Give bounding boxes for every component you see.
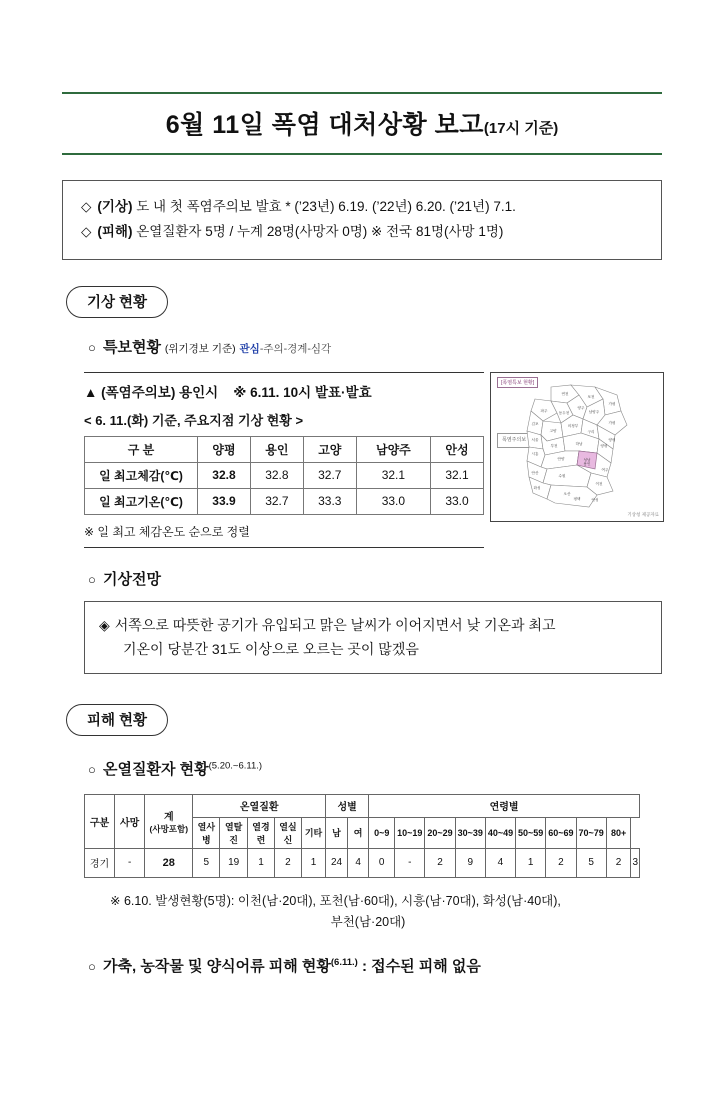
livestock-damage-title: 가축, 농작물 및 양식어류 피해 현황 — [103, 958, 331, 976]
diamond-marker-icon: ◇ — [81, 223, 92, 239]
heat-illness-period: (5.20.~6.11.) — [208, 760, 263, 772]
svg-text:화성: 화성 — [533, 485, 541, 490]
col-header-age-30-39: 30~39 — [455, 817, 485, 848]
svg-text:양평: 양평 — [600, 443, 608, 448]
col-header-anseong: 안성 — [431, 436, 484, 462]
forecast-box — [84, 601, 662, 674]
cell-death: - — [115, 848, 145, 877]
cell-max-feels-anseong: 32.1 — [431, 462, 484, 488]
cell-age-10-19: - — [395, 848, 425, 877]
col-header-namyangju: 남양주 — [356, 436, 430, 462]
col-header-age-20-29: 20~29 — [425, 817, 455, 848]
cell-max-feels-goyang: 32.7 — [303, 462, 356, 488]
col-header-illness-group: 온열질환 — [193, 794, 326, 817]
svg-text:서울: 서울 — [531, 437, 539, 442]
cell-max-temp-yangpyeong: 33.9 — [198, 488, 251, 514]
circle-marker-icon: ○ — [88, 339, 96, 355]
svg-text:시흥: 시흥 — [531, 451, 539, 456]
heat-advisory-map — [490, 372, 664, 522]
cell-region: 경기 — [85, 848, 115, 877]
weather-table — [84, 436, 484, 515]
cell-max-temp-goyang: 33.3 — [303, 488, 356, 514]
heat-illness-table — [84, 794, 640, 878]
table-row — [85, 488, 484, 514]
col-header-yongin: 용인 — [250, 436, 303, 462]
col-header-goyang: 고양 — [303, 436, 356, 462]
svg-text:평택: 평택 — [573, 496, 581, 501]
svg-text:파주: 파주 — [540, 408, 548, 413]
cell-max-feels-namyangju: 32.1 — [356, 462, 430, 488]
col-header-age-80plus: 80+ — [606, 817, 631, 848]
alert-level-rest: -주의-경계-심각 — [259, 342, 332, 355]
weather-table-caption: < 6. 11.(화) 기준, 주요지점 기상 현황 > — [84, 412, 304, 428]
svg-text:의정부: 의정부 — [567, 423, 579, 428]
special-warning-title: 특보현황 — [103, 338, 161, 356]
summary-box — [62, 180, 662, 260]
col-header-heatcramp: 열경련 — [247, 817, 274, 848]
table-row — [85, 462, 484, 488]
cell-age-30-39: 9 — [455, 848, 485, 877]
cell-max-temp-yongin: 32.7 — [250, 488, 303, 514]
table-row — [85, 848, 640, 877]
svg-text:고양: 고양 — [549, 428, 557, 433]
cell-age-extra: 3 — [631, 848, 640, 877]
row-label-max-feels: 일 최고체감(℃) — [85, 462, 198, 488]
cell-max-feels-yangpyeong: 32.8 — [198, 462, 251, 488]
col-header-male: 남 — [326, 817, 348, 848]
cell-max-feels-yongin: 32.8 — [250, 462, 303, 488]
triangle-marker-icon: ▲ — [84, 384, 98, 400]
forecast-heading — [88, 568, 724, 592]
cell-heatcramp: 1 — [247, 848, 274, 877]
heat-illness-note — [110, 891, 662, 934]
cell-age-40-49: 4 — [485, 848, 515, 877]
heat-illness-note-line1: ※ 6.10. 발생현황(5명): 이천(남·20대), 포천(남·60대), 시흥(남·70대), 화성(남·40대), — [110, 893, 561, 908]
svg-text:양주: 양주 — [577, 405, 585, 410]
col-header-age-60-69: 60~69 — [546, 817, 576, 848]
cell-female: 4 — [347, 848, 368, 877]
cell-age-60-69: 2 — [546, 848, 576, 877]
col-header-heatexhaustion: 열탈진 — [220, 817, 248, 848]
svg-text:양평: 양평 — [608, 437, 616, 442]
cell-heatstroke: 5 — [193, 848, 220, 877]
circle-marker-icon: ○ — [88, 571, 96, 587]
heat-illness-title: 온열질환자 현황 — [103, 760, 209, 778]
gyeonggi-map-icon — [517, 381, 649, 515]
svg-text:용인: 용인 — [583, 461, 591, 466]
weather-block — [84, 372, 664, 548]
svg-text:가평: 가평 — [608, 401, 616, 406]
col-header-heatstroke: 열사병 — [193, 817, 220, 848]
svg-text:안성: 안성 — [591, 497, 599, 502]
svg-text:부천: 부천 — [550, 443, 558, 448]
alert-level-active: 관심 — [239, 342, 260, 355]
col-header-heatsyncope: 열실신 — [274, 817, 301, 848]
svg-text:구리: 구리 — [587, 429, 595, 434]
section-damage-heading — [66, 704, 724, 736]
summary-text-damage: 온열질환자 5명 / 누계 28명(사망자 0명) ※ 전국 81명(사망 1명) — [136, 223, 504, 239]
livestock-damage-row — [88, 955, 724, 976]
circle-marker-icon: ○ — [88, 959, 96, 975]
col-header-age-10-19: 10~19 — [395, 817, 425, 848]
map-source-note: 기상청 제공자료 — [627, 511, 659, 517]
svg-text:오산: 오산 — [563, 491, 571, 496]
table-header-row — [85, 794, 640, 817]
col-header-total-sub: (사망포함) — [149, 823, 189, 834]
cell-age-20-29: 2 — [425, 848, 455, 877]
col-header-total-main: 계 — [163, 811, 174, 823]
cell-max-temp-anseong: 33.0 — [431, 488, 484, 514]
diamond-filled-marker-icon: ◈ — [99, 616, 110, 633]
section-damage-pill: 피해 현황 — [66, 704, 168, 736]
summary-line-weather — [81, 195, 645, 220]
svg-text:수원: 수원 — [558, 473, 566, 478]
heat-illness-heading — [88, 758, 724, 782]
svg-text:남양주: 남양주 — [588, 409, 600, 414]
svg-text:여주: 여주 — [601, 467, 609, 472]
svg-text:가평: 가평 — [608, 420, 616, 425]
cell-age-0-9: 0 — [369, 848, 395, 877]
svg-text:안산: 안산 — [531, 470, 539, 475]
summary-label-damage: (피해) — [97, 223, 133, 239]
special-warning-note: (위기경보 기준) — [164, 342, 236, 355]
col-header-yangpyeong: 양평 — [198, 436, 251, 462]
svg-text:하남: 하남 — [575, 441, 583, 446]
svg-text:포천: 포천 — [587, 394, 595, 399]
cell-age-80plus: 2 — [606, 848, 631, 877]
livestock-damage-date: (6.11.) — [330, 957, 358, 969]
title-sub: (17시 기준) — [483, 120, 559, 137]
document-page — [0, 92, 724, 1116]
special-warning-row — [88, 336, 724, 360]
heat-advisory-time: ※ 6.11. 10시 발표·발효 — [233, 384, 372, 400]
weather-left-panel — [84, 372, 484, 548]
cell-heatsyncope: 2 — [274, 848, 301, 877]
col-header-death: 사망 — [115, 794, 145, 848]
col-header-gender-group: 성별 — [326, 794, 369, 817]
cell-age-50-59: 1 — [516, 848, 546, 877]
col-header-age-50-59: 50~59 — [516, 817, 546, 848]
page-title — [62, 92, 662, 155]
forecast-text-line1: 서쪽으로 따뜻한 공기가 유입되고 맑은 날씨가 이어지면서 낮 기온과 최고 — [114, 616, 556, 633]
forecast-title: 기상전망 — [103, 570, 161, 588]
cell-age-70-79: 5 — [576, 848, 606, 877]
map-legend-title: [폭염특보 현황] — [497, 377, 538, 388]
summary-text-weather: 도 내 첫 폭염주의보 발효 * (’23년) 6.19. (’22년) 6.20. (’21년) 7.1. — [136, 199, 516, 214]
cell-other: 1 — [301, 848, 325, 877]
col-header-gubun: 구 분 — [85, 436, 198, 462]
livestock-damage-result: : 접수된 피해 없음 — [357, 958, 481, 976]
cell-heatexhaustion: 19 — [220, 848, 248, 877]
svg-text:김포: 김포 — [531, 421, 539, 426]
heat-advisory-text: (폭염주의보) 용인시 — [101, 384, 219, 400]
circle-marker-icon: ○ — [88, 761, 96, 777]
cell-total: 28 — [145, 848, 193, 877]
map-legend-body: 폭염주의보 — [497, 433, 531, 449]
section-weather-pill: 기상 현황 — [66, 286, 168, 318]
heat-illness-note-line2: 부천(남·20대) — [330, 915, 406, 930]
svg-text:안양: 안양 — [557, 456, 565, 461]
summary-label-weather: (기상) — [97, 199, 133, 214]
row-label-max-temp: 일 최고기온(℃) — [85, 488, 198, 514]
col-header-female: 여 — [347, 817, 368, 848]
forecast-text-line2: 기온이 당분간 31도 이상으로 오르는 곳이 많겠음 — [123, 641, 419, 658]
title-main: 6월 11일 폭염 대처상황 보고 — [165, 111, 484, 139]
svg-text:연천: 연천 — [561, 391, 569, 396]
col-header-age-70-79: 70~79 — [576, 817, 606, 848]
svg-text:이천: 이천 — [595, 481, 603, 486]
cell-max-temp-namyangju: 33.0 — [356, 488, 430, 514]
col-header-age-40-49: 40~49 — [485, 817, 515, 848]
cell-male: 24 — [326, 848, 348, 877]
section-weather-heading — [66, 286, 724, 318]
weather-table-footnote: ※ 일 최고 체감온도 순으로 정렬 — [84, 523, 484, 548]
svg-text:동두천: 동두천 — [558, 410, 570, 415]
col-header-region: 구분 — [85, 794, 115, 848]
col-header-age-group: 연령별 — [369, 794, 640, 817]
heat-advisory-line — [84, 381, 484, 401]
col-header-age-0-9: 0~9 — [369, 817, 395, 848]
col-header-total — [145, 794, 193, 848]
table-header-row — [85, 436, 484, 462]
summary-line-damage — [81, 220, 645, 245]
col-header-other: 기타 — [301, 817, 325, 848]
svg-text:성남: 성남 — [583, 457, 591, 462]
diamond-marker-icon: ◇ — [81, 199, 92, 214]
